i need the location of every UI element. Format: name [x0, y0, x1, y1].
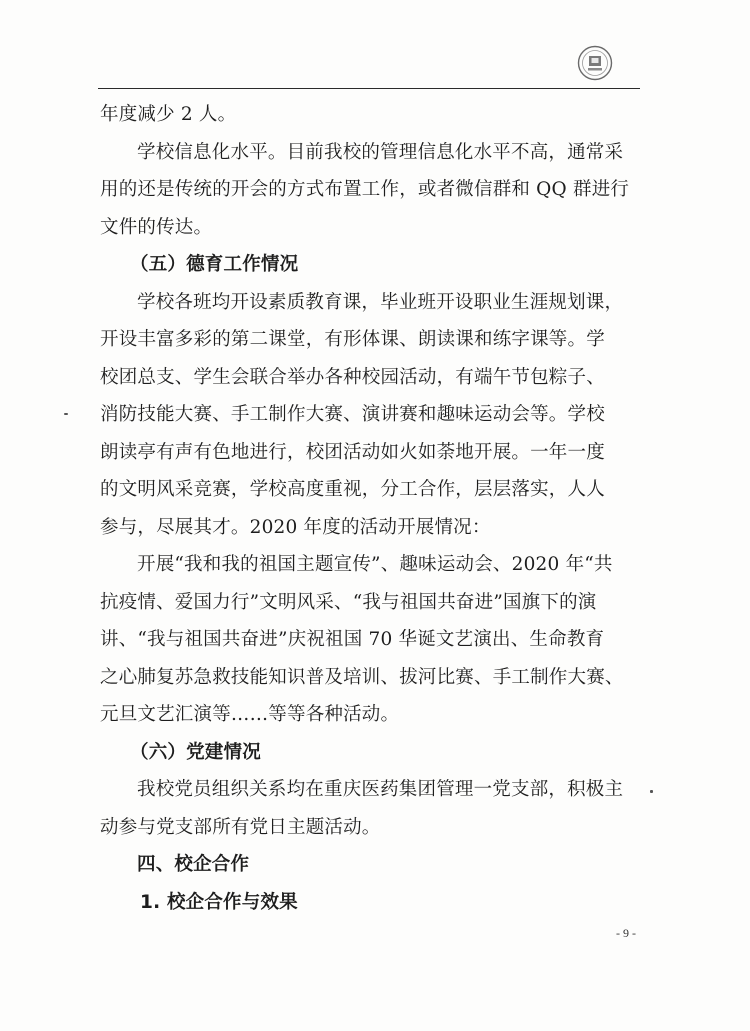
- school-logo-icon: [577, 45, 613, 81]
- page-number: - 9 -: [616, 926, 636, 940]
- scan-speck: [650, 790, 653, 793]
- text-line: 动参与党支部所有党日主题活动。: [100, 816, 381, 838]
- chapter-heading: 四、校企合作: [137, 854, 250, 875]
- text-line: 校团总支、学生会联合举办各种校园活动，有端午节包粽子、: [100, 366, 605, 388]
- text-line: 消防技能大赛、手工制作大赛、演讲赛和趣味运动会等。学校: [100, 404, 605, 425]
- header-rule: [98, 88, 640, 89]
- text-line: 抗疫情、爱国力行”文明风采、“我与祖国共奋进”国旗下的演: [100, 591, 597, 613]
- body-text: [100, 96, 652, 921]
- text-line: 我校党员组织关系均在重庆医药集团管理一党支部，积极主: [137, 779, 624, 800]
- scan-speck: [64, 413, 68, 415]
- section-heading: （六）党建情况: [130, 741, 261, 763]
- text-line: 的文明风采竞赛，学校高度重视，分工合作，层层落实，人人: [100, 479, 605, 500]
- text-line: 朗读亭有声有色地进行，校团活动如火如荼地开展。一年一度: [100, 441, 605, 463]
- text-line: 讲、“我与祖国共奋进”庆祝祖国 70 华诞文艺演出、生命教育: [100, 629, 605, 650]
- text-line: 开展“我和我的祖国主题宣传”、趣味运动会、2020 年“共: [137, 554, 613, 575]
- text-line: 学校各班均开设素质教育课，毕业班开设职业生涯规划课，: [137, 291, 624, 313]
- text-line: 元旦文艺汇演等……等等各种活动。: [100, 704, 400, 725]
- text-line: 文件的传达。: [100, 216, 213, 238]
- text-line: 之心肺复苏急救技能知识普及培训、拔河比赛、手工制作大赛、: [100, 666, 624, 688]
- text-line: 学校信息化水平。目前我校的管理信息化水平不高，通常采: [137, 141, 624, 163]
- text-line: 用的还是传统的开会的方式布置工作，或者微信群和 QQ 群进行: [100, 179, 630, 200]
- section-heading: （五）德育工作情况: [130, 254, 299, 275]
- text-line: 参与，尽展其才。2020 年度的活动开展情况：: [100, 516, 491, 538]
- subsection-heading: 1. 校企合作与效果: [140, 891, 298, 913]
- text-line: 开设丰富多彩的第二课堂，有形体课、朗读课和练字课等。学: [100, 329, 605, 350]
- text-line: 年度减少 2 人。: [100, 104, 237, 125]
